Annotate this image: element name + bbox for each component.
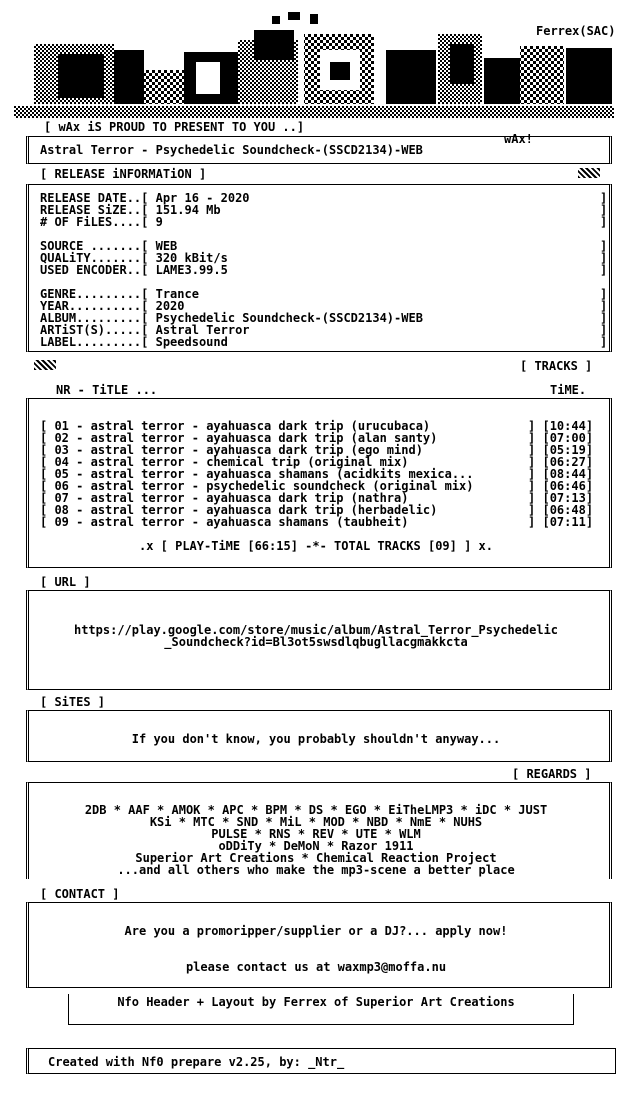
track-time-value: 06:46 [549, 479, 586, 493]
bracket-close: ] [600, 191, 608, 205]
bracket-open: [ [40, 419, 55, 433]
release-info-value: Psychedelic Soundcheck-(SSCD2134)-WEB [155, 311, 423, 325]
bracket: ] [ [528, 491, 550, 505]
bracket-close: ] [600, 203, 608, 217]
layout-credit: Nfo Header + Layout by Ferrex of Superior Art Creations [117, 995, 515, 1009]
track-title: astral terror - ayahuasca dark trip (ego mind) [90, 443, 423, 457]
track-title: astral terror - ayahuasca dark trip (nathra) [90, 491, 409, 505]
track-time-value: 06:27 [549, 455, 586, 469]
release-info-field: RELEASE DATE..[ [40, 191, 149, 205]
track-number: 07 [54, 491, 69, 505]
bracket-open: [ [40, 503, 55, 517]
bracket-close: ] [600, 335, 608, 349]
bracket-open: [ [40, 431, 55, 445]
bracket-open: [ [40, 443, 55, 457]
separator: - [68, 419, 91, 433]
bracket-open: [ [40, 491, 55, 505]
release-info-field: YEAR..........[ [40, 299, 149, 313]
regards-line: oDDiTy * DeMoN * Razor 1911 [218, 839, 414, 853]
bracket: ] [ [528, 467, 550, 481]
release-info-value: 320 kBit/s [155, 251, 228, 265]
release-info-value: Speedsound [155, 335, 228, 349]
release-info-value: LAME3.99.5 [155, 263, 228, 277]
track-title: astral terror - ayahuasca dark trip (urucubaca) [90, 419, 431, 433]
track-time-value: 10:44 [549, 419, 586, 433]
release-info-value: WEB [155, 239, 178, 253]
separator: - [68, 491, 91, 505]
regards-line: KSi * MTC * SND * MiL * MOD * NBD * NmE * NUHS [149, 815, 483, 829]
separator: - [68, 443, 91, 457]
bracket-open: [ [40, 467, 55, 481]
track-number: 09 [54, 515, 69, 529]
bracket: ] [ [528, 515, 550, 529]
created-with: Created with Nf0 prepare v2.25, by: _Ntr_ [48, 1055, 345, 1069]
release-info-field: RELEASE SiZE..[ [40, 203, 149, 217]
bracket: ] [585, 491, 594, 505]
separator: - [68, 503, 91, 517]
bracket: ] [585, 503, 594, 517]
track-number: 06 [54, 479, 69, 493]
bracket: ] [ [528, 479, 550, 493]
sites-text: If you don't know, you probably shouldn't anyway... [131, 732, 501, 746]
bracket: ] [585, 455, 594, 469]
separator: - [68, 479, 91, 493]
track-number: 04 [54, 455, 69, 469]
contact-email[interactable]: please contact us at waxmp3@moffa.nu [185, 960, 447, 974]
regards-line: 2DB * AAF * AMOK * APC * BPM * DS * EGO * EiTheLMP3 * iDC * JUST [84, 803, 548, 817]
track-title: astral terror - chemical trip (original mix) [90, 455, 409, 469]
separator: - [68, 515, 91, 529]
tagline: [ wAx iS PROUD TO PRESENT TO YOU ..] [44, 120, 305, 134]
release-info-field: ALBUM.........[ [40, 311, 149, 325]
release-info-row [40, 336, 228, 348]
header-credit: Ferrex(SAC) [536, 24, 616, 38]
regards-label: [ REGARDS ] [512, 767, 592, 781]
bracket-close: ] [600, 299, 608, 313]
release-info-label: [ RELEASE iNFORMATiON ] [40, 167, 207, 181]
contact-apply: Are you a promoripper/supplier or a DJ?... apply now! [124, 924, 508, 938]
col-time: TiME. [550, 383, 587, 397]
bracket-close: ] [600, 311, 608, 325]
wax-ascii-logo [14, 10, 614, 118]
bracket: ] [585, 431, 594, 445]
album-url[interactable]: https://play.google.com/store/music/album/Astral_Terror_Psychedelic [73, 623, 559, 637]
release-info-value: Astral Terror [155, 323, 250, 337]
bracket: ] [585, 479, 594, 493]
col-title: NR - TiTLE ... [56, 383, 158, 397]
track-number: 08 [54, 503, 69, 517]
sites-label: [ SiTES ] [40, 695, 106, 709]
release-info-field: ARTiST(S).....[ [40, 323, 149, 337]
separator: - [68, 455, 91, 469]
release-info-field: LABEL.........[ [40, 335, 149, 349]
release-info-field: GENRE.........[ [40, 287, 149, 301]
bracket: ] [ [528, 443, 550, 457]
release-info-field: QUALiTY.......[ [40, 251, 149, 265]
track-row[interactable] [40, 516, 408, 528]
url-label: [ URL ] [40, 575, 91, 589]
tracks-label: [ TRACKS ] [520, 359, 593, 373]
bracket: ] [585, 419, 594, 433]
track-time-value: 06:48 [549, 503, 586, 517]
track-number: 05 [54, 467, 69, 481]
release-title: Astral Terror - Psychedelic Soundcheck-(SSCD2134)-WEB [40, 143, 423, 157]
bracket: ] [ [528, 431, 550, 445]
section-hatch [578, 168, 600, 178]
track-time-value: 07:00 [549, 431, 586, 445]
track-title: astral terror - psychedelic soundcheck (original mix) [90, 479, 474, 493]
bracket: ] [585, 515, 594, 529]
track-number: 02 [54, 431, 69, 445]
bracket-open: [ [40, 479, 55, 493]
regards-line: Superior Art Creations * Chemical Reaction Project [135, 851, 497, 865]
bracket-close: ] [600, 239, 608, 253]
release-info-row [40, 264, 228, 276]
wax-mark: wAx! [504, 132, 533, 146]
track-title: astral terror - ayahuasca shamans (acidkits mexica... [90, 467, 474, 481]
album-url-cont[interactable]: _Soundcheck?id=Bl3ot5swsdlqbugllacgmakkcta [164, 635, 468, 649]
release-info-field: SOURCE .......[ [40, 239, 149, 253]
regards-line: PULSE * RNS * REV * UTE * WLM [211, 827, 421, 841]
tracks-summary: .x [ PLAY-TiME [66:15] -*- TOTAL TRACKS [09] ] x. [138, 539, 493, 553]
regards-line: ...and all others who make the mp3-scene a better place [117, 863, 515, 877]
release-info-field: # OF FiLES....[ [40, 215, 149, 229]
bracket: ] [585, 467, 594, 481]
track-title: astral terror - ayahuasca dark trip (alan santy) [90, 431, 438, 445]
release-info-value: 9 [155, 215, 163, 229]
track-title: astral terror - ayahuasca shamans (taubheit) [90, 515, 409, 529]
track-time-value: 07:11 [549, 515, 586, 529]
bracket-open: [ [40, 455, 55, 469]
bracket-close: ] [600, 251, 608, 265]
bracket-close: ] [600, 263, 608, 277]
release-info-value: 151.94 Mb [155, 203, 221, 217]
track-time-value: 07:13 [549, 491, 586, 505]
release-info-value: Trance [155, 287, 199, 301]
bracket: ] [ [528, 503, 550, 517]
contact-label: [ CONTACT ] [40, 887, 120, 901]
release-info-field: USED ENCODER..[ [40, 263, 149, 277]
bracket: ] [585, 443, 594, 457]
bracket-open: [ [40, 515, 55, 529]
contact-frame [26, 902, 612, 988]
release-info-value: 2020 [155, 299, 185, 313]
bracket-close: ] [600, 287, 608, 301]
bracket: ] [ [528, 419, 550, 433]
track-time [528, 516, 593, 528]
bracket-close: ] [600, 323, 608, 337]
track-number: 03 [54, 443, 69, 457]
bracket-close: ] [600, 215, 608, 229]
track-title: astral terror - ayahuasca dark trip (herbadelic) [90, 503, 438, 517]
release-info-row [40, 216, 163, 228]
separator: - [68, 467, 91, 481]
track-number: 01 [54, 419, 69, 433]
bracket: ] [ [528, 455, 550, 469]
track-time-value: 05:19 [549, 443, 586, 457]
track-time-value: 08:44 [549, 467, 586, 481]
release-info-value: Apr 16 - 2020 [155, 191, 250, 205]
separator: - [68, 431, 91, 445]
section-hatch [34, 360, 56, 370]
